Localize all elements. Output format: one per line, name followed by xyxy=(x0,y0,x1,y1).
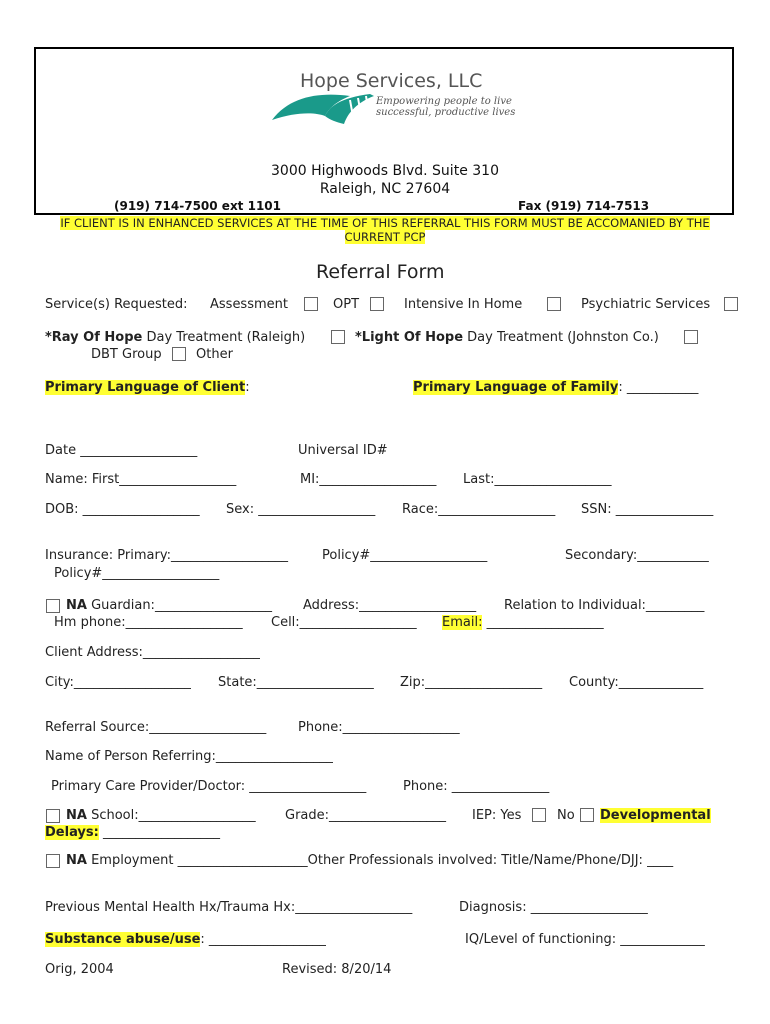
iep-no-checkbox[interactable] xyxy=(580,808,594,822)
school-field[interactable]: NA School:__________________ xyxy=(66,808,256,823)
referral-phone-field[interactable]: Phone:__________________ xyxy=(298,720,460,735)
iep-no-label: No xyxy=(557,808,575,823)
phone-number: (919) 714-7500 ext 1101 xyxy=(114,199,281,213)
other-label: Other xyxy=(196,347,233,362)
policy-secondary-field[interactable]: Policy#__________________ xyxy=(54,566,220,581)
tagline-line-1: Empowering people to live xyxy=(376,96,512,107)
light-of-hope-label: *Light Of Hope Day Treatment (Johnston Co.) xyxy=(355,330,659,345)
person-referring-field[interactable]: Name of Person Referring:__________________ xyxy=(45,749,333,764)
address-line-1: 3000 Highwoods Blvd. Suite 310 xyxy=(271,163,499,179)
developmental-delays-field[interactable]: Delays: __________________ xyxy=(45,825,220,840)
referral-source-field[interactable]: Referral Source:__________________ xyxy=(45,720,267,735)
original-date: Orig, 2004 xyxy=(45,962,114,977)
diagnosis-field[interactable]: Diagnosis: __________________ xyxy=(459,900,648,915)
first-name-field[interactable]: Name: First__________________ xyxy=(45,472,237,487)
assessment-label: Assessment xyxy=(210,297,288,312)
opt-checkbox[interactable] xyxy=(370,297,384,311)
dbt-label: DBT Group xyxy=(91,347,162,362)
assessment-checkbox[interactable] xyxy=(304,297,318,311)
iq-field[interactable]: IQ/Level of functioning: _____________ xyxy=(465,932,705,947)
ray-of-hope-checkbox[interactable] xyxy=(331,330,345,344)
mi-field[interactable]: MI:__________________ xyxy=(300,472,437,487)
employment-field[interactable]: NA Employment ____________________Other Professionals involved: Title/Name/Phone/DJJ: ____ xyxy=(66,853,674,868)
relation-field[interactable]: Relation to Individual:_________ xyxy=(504,598,705,613)
insurance-secondary-field[interactable]: Secondary:___________ xyxy=(565,548,709,563)
universal-id-field[interactable]: Universal ID# xyxy=(298,443,388,458)
zip-field[interactable]: Zip:__________________ xyxy=(400,675,543,690)
fax-number: Fax (919) 714-7513 xyxy=(518,199,650,213)
intensive-checkbox[interactable] xyxy=(547,297,561,311)
school-na-checkbox[interactable] xyxy=(46,809,60,823)
date-field[interactable]: Date __________________ xyxy=(45,443,198,458)
guardian-address-field[interactable]: Address:__________________ xyxy=(303,598,477,613)
pcp-field[interactable]: Primary Care Provider/Doctor: __________________ xyxy=(51,779,367,794)
family-language-field: Primary Language of Family: ___________ xyxy=(413,380,699,395)
grade-field[interactable]: Grade:__________________ xyxy=(285,808,447,823)
employment-na-checkbox[interactable] xyxy=(46,854,60,868)
services-label: Service(s) Requested: xyxy=(45,297,188,312)
opt-label: OPT xyxy=(333,297,360,312)
tagline-line-2: successful, productive lives xyxy=(376,107,516,118)
email-field[interactable]: Email: __________________ xyxy=(442,615,604,630)
insurance-primary-field[interactable]: Insurance: Primary:__________________ xyxy=(45,548,288,563)
ray-of-hope-label: *Ray Of Hope Day Treatment (Raleigh) xyxy=(45,330,306,345)
substance-abuse-field[interactable]: Substance abuse/use: __________________ xyxy=(45,932,326,947)
ssn-field[interactable]: SSN: _______________ xyxy=(581,502,714,517)
developmental-delays-label: Developmental xyxy=(600,808,711,823)
guardian-na-checkbox[interactable] xyxy=(46,599,60,613)
sex-field[interactable]: Sex: __________________ xyxy=(226,502,376,517)
company-name: Hope Services, LLC xyxy=(300,70,483,92)
hope-logo-icon xyxy=(270,86,380,130)
light-of-hope-checkbox[interactable] xyxy=(684,330,698,344)
pcp-warning: IF CLIENT IS IN ENHANCED SERVICES AT THE TIME OF THIS REFERRAL THIS FORM MUST BE ACCOMANIED BY THE CURRENT PCP xyxy=(60,216,710,244)
home-phone-field[interactable]: Hm phone:__________________ xyxy=(54,615,243,630)
county-field[interactable]: County:_____________ xyxy=(569,675,704,690)
race-field[interactable]: Race:__________________ xyxy=(402,502,556,517)
city-field[interactable]: City:__________________ xyxy=(45,675,191,690)
client-language-field: Primary Language of Client: xyxy=(45,380,250,395)
cell-field[interactable]: Cell:__________________ xyxy=(271,615,417,630)
iep-yes-label: IEP: Yes xyxy=(472,808,522,823)
psychiatric-checkbox[interactable] xyxy=(724,297,738,311)
policy-primary-field[interactable]: Policy#__________________ xyxy=(322,548,488,563)
psychiatric-label: Psychiatric Services xyxy=(581,297,711,312)
last-name-field[interactable]: Last:__________________ xyxy=(463,472,612,487)
dbt-checkbox[interactable] xyxy=(172,347,186,361)
revised-date: Revised: 8/20/14 xyxy=(282,962,392,977)
address-line-2: Raleigh, NC 27604 xyxy=(319,181,451,197)
iep-yes-checkbox[interactable] xyxy=(532,808,546,822)
intensive-label: Intensive In Home xyxy=(404,297,523,312)
previous-mental-health-field[interactable]: Previous Mental Health Hx/Trauma Hx:__________________ xyxy=(45,900,413,915)
state-field[interactable]: State:__________________ xyxy=(218,675,374,690)
form-title: Referral Form xyxy=(316,261,445,283)
dob-field[interactable]: DOB: __________________ xyxy=(45,502,200,517)
client-address-field[interactable]: Client Address:__________________ xyxy=(45,645,260,660)
pcp-phone-field[interactable]: Phone: _______________ xyxy=(403,779,550,794)
guardian-field[interactable]: NA Guardian:__________________ xyxy=(66,598,272,613)
